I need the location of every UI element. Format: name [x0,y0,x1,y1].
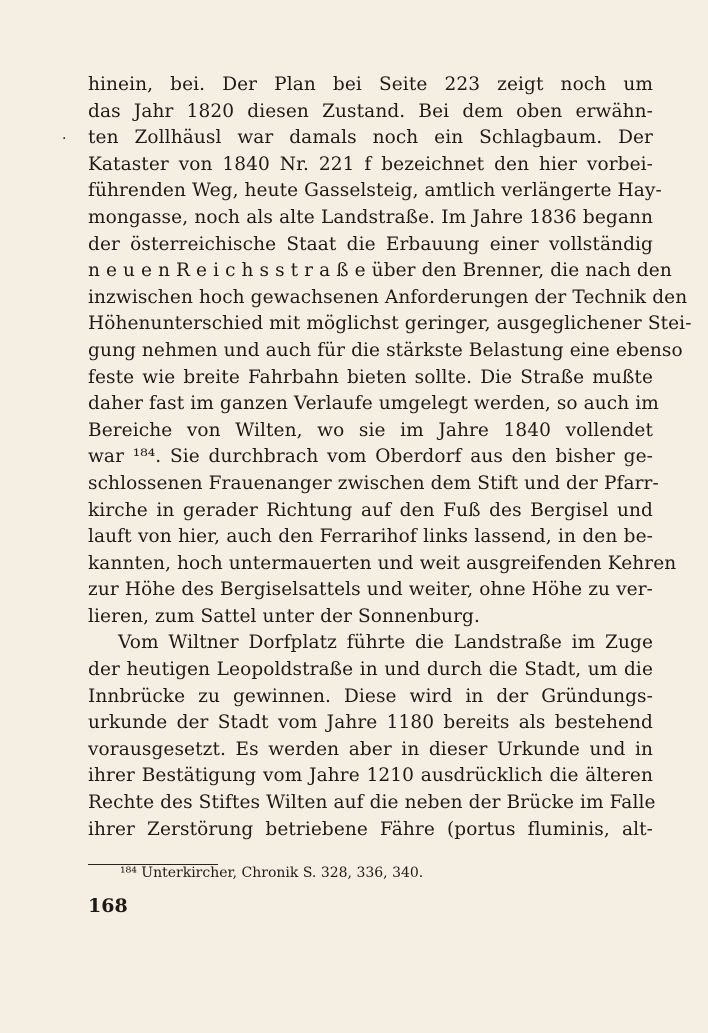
text-line: mongasse, noch als alte Landstraße. Im Jahre 1836 begann [88,206,653,228]
text-line: kannten, hoch untermauerten und weit ausgreifenden Kehren [88,552,677,574]
text-line: urkunde der Stadt vom Jahre 1180 bereits als bestehend [88,712,653,734]
page-number: 168 [88,895,128,917]
text-line: n e u e n R e i c h s s t r a ß e über den Brenner, die nach den [88,260,672,282]
text-line: Höhenunterschied mit möglichst geringer, ausgeglichener Stei- [88,313,692,335]
text-line: inzwischen hoch gewachsenen Anforderungen der Technik den [88,286,688,308]
text-line: zur Höhe des Bergiselsattels und weiter, ohne Höhe zu ver- [88,579,653,601]
text-line: ten Zollhäusl war damals noch ein Schlagbaum. Der [88,127,653,149]
text-line: daher fast im ganzen Verlaufe umgelegt werden, so auch im [88,393,659,415]
text-line: das Jahr 1820 diesen Zustand. Bei dem oben erwähn- [88,100,653,122]
text-line: Innbrücke zu gewinnen. Diese wird in der Gründungs- [88,685,653,707]
text-line: lieren, zum Sattel unter der Sonnenburg. [88,605,480,627]
text-line: führenden Weg, heute Gasselsteig, amtlich verlängerte Hay- [88,180,662,202]
text-line: Rechte des Stiftes Wilten auf die neben der Brücke im Falle [88,792,656,814]
text-line: schlossenen Frauenanger zwischen dem Stift und der Pfarr- [88,472,659,494]
text-line: lauft von hier, auch den Ferrarihof links lassend, in den be- [88,526,653,548]
text-line: kirche in gerader Richtung auf den Fuß des Bergisel und [88,499,653,521]
text-line: vorausgesetzt. Es werden aber in dieser Urkunde und in [88,738,653,760]
text-line: hinein, bei. Der Plan bei Seite 223 zeigt noch um [88,74,653,95]
text-line: Vom Wiltner Dorfplatz führte die Landstraße im Zuge [118,632,653,654]
text-line: feste wie breite Fahrbahn bieten sollte. Die Straße mußte [88,366,653,388]
text-line: ihrer Bestätigung vom Jahre 1210 ausdrücklich die älteren [88,765,653,787]
text-line: ihrer Zerstörung betriebene Fähre (portus fluminis, alt- [88,818,653,840]
margin-dot: · [62,131,67,147]
body-text [88,72,692,843]
text-line: der österreichische Staat die Erbauung einer vollständig [88,233,653,255]
footnote: ¹⁸⁴ Unterkircher, Chronik S. 328, 336, 340. [120,865,424,881]
text-line: Bereiche von Wilten, wo sie im Jahre 1840 vollendet [88,419,653,441]
text-line: gung nehmen und auch für die stärkste Belastung eine ebenso [88,339,683,361]
text-line: war ¹⁸⁴. Sie durchbrach vom Oberdorf aus den bisher ge- [88,446,653,468]
text-line: der heutigen Leopoldstraße in und durch die Stadt, um die [88,659,653,681]
text-line: Kataster von 1840 Nr. 221 f bezeichnet den hier vorbei- [88,153,653,175]
